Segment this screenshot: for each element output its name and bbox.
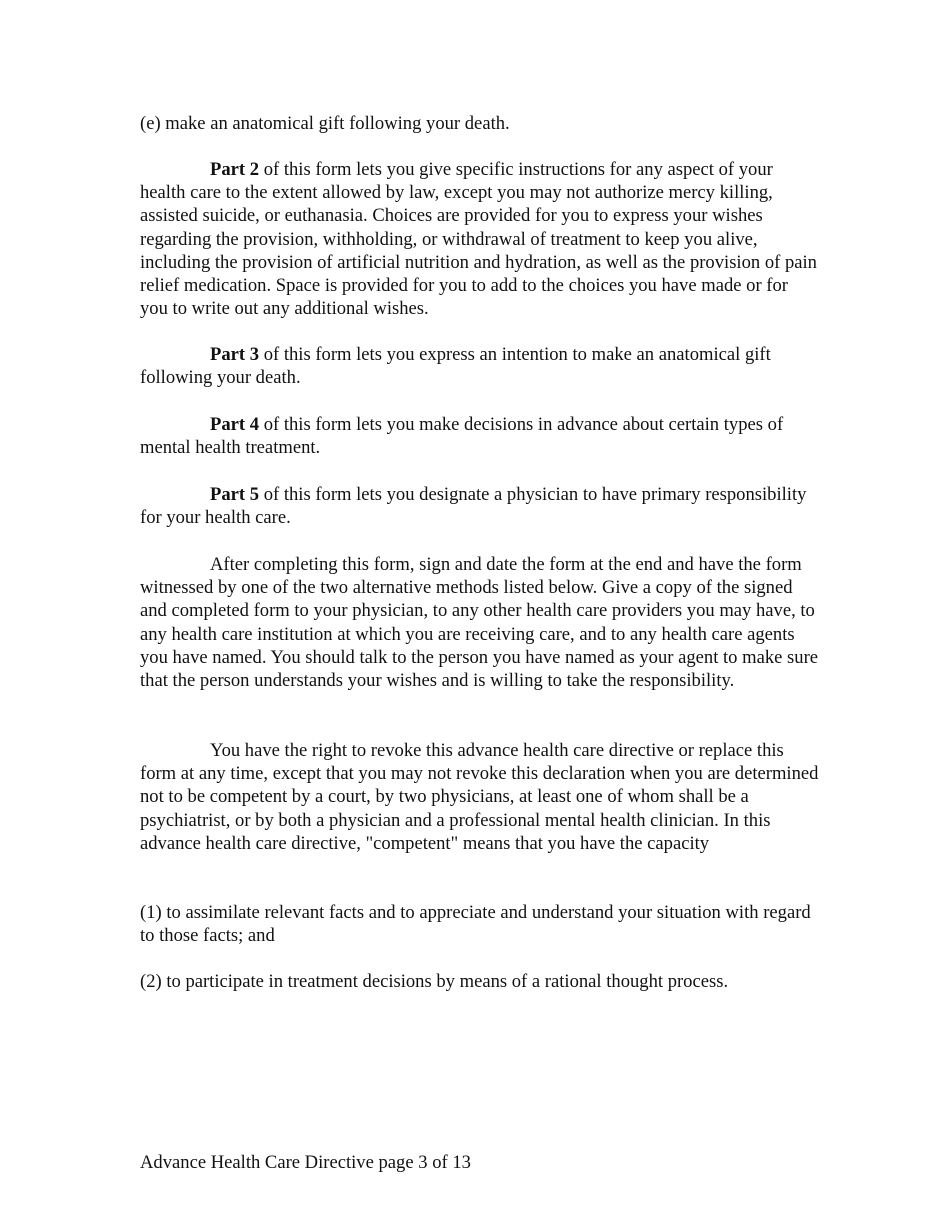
- revoke-text: You have the right to revoke this advance health care directive or replace this form at any time, except that you may not revoke this declaration when you are determined not to be competent by a court, by two physicians, at least one of whom shall be a psychiatrist, or by both a physician and a professional mental health clinician. In this advance health care directive, "competent" means that you have the capacity: [140, 740, 819, 854]
- paragraph-part-3: [140, 343, 820, 389]
- part-5-text: of this form lets you designate a physician to have primary responsibility for your health care.: [140, 484, 807, 529]
- part-5-label: Part 5: [210, 484, 260, 505]
- part-2-text: of this form lets you give specific instructions for any aspect of your health care to the extent allowed by law, except you may not authorize mercy killing, assisted suicide, or euthanasia. Choices are provided for you to express your wishes regarding the provision, withholding, or withdrawal of treatment to keep you alive, including the provision of artificial nutrition and hydration, as well as the provision of pain relief medication. Space is provided for you to add to the choices you have made or for you to write out any additional wishes.: [140, 159, 817, 320]
- part-3-label: Part 3: [210, 344, 260, 365]
- part-2-label: Part 2: [210, 159, 260, 180]
- page-footer: Advance Health Care Directive page 3 of 13: [140, 1152, 471, 1173]
- list-item-2: (2) to participate in treatment decisions by means of a rational thought process.: [140, 971, 729, 992]
- part-4-label: Part 4: [210, 414, 260, 435]
- paragraph-revoke: [140, 739, 820, 855]
- list-item-1: (1) to assimilate relevant facts and to appreciate and understand your situation with regard to those facts; and: [140, 902, 811, 947]
- paragraph-part-2: [140, 158, 820, 320]
- paragraph-part-4: [140, 413, 820, 459]
- list-item-e: (e) make an anatomical gift following your death.: [140, 113, 510, 134]
- paragraph-after-completing: [140, 553, 820, 692]
- paragraph-part-5: [140, 483, 820, 529]
- part-3-text: of this form lets you express an intention to make an anatomical gift following your death.: [140, 344, 771, 389]
- part-4-text: of this form lets you make decisions in advance about certain types of mental health treatment.: [140, 414, 784, 459]
- after-completing-text: After completing this form, sign and date the form at the end and have the form witnessed by one of the two alternative methods listed below. Give a copy of the signed and completed form to your physician, to any other health care providers you may have, to any health care institution at which you are receiving care, and to any health care agents you have named. You should talk to the person you have named as your agent to make sure that the person understands your wishes and is willing to take the responsibility.: [140, 554, 819, 692]
